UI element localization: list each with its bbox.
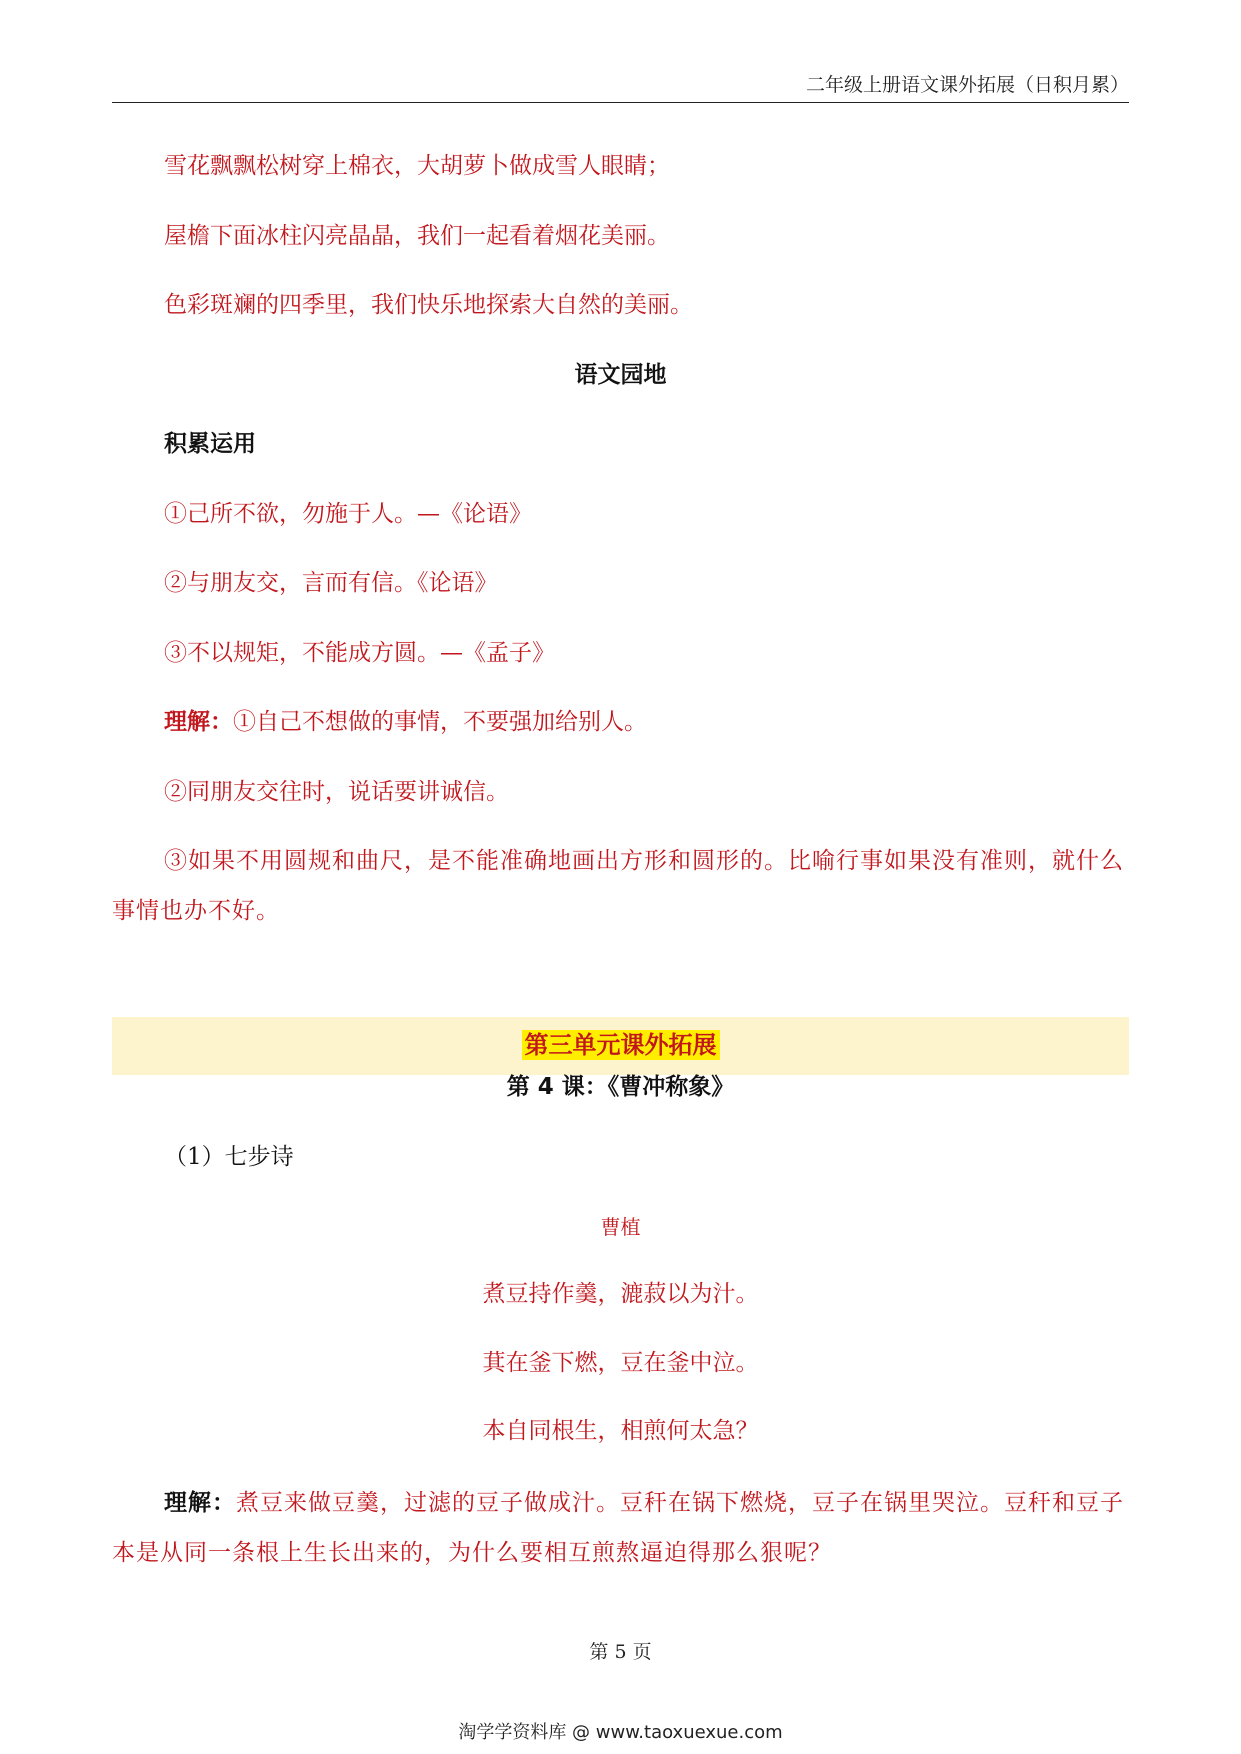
poem-author: 曹植	[600, 1215, 641, 1239]
unit-banner-title: 第三单元课外拓展	[522, 1030, 720, 1060]
header-title: 二年级上册语文课外拓展（日积月累）	[805, 74, 1129, 96]
poem-understanding-text: 煮豆来做豆羹，过滤的豆子做成汁。豆秆在锅下燃烧，豆子在锅里哭泣。豆秆和豆子本是从同一条根上生长出来的，为什么要相互煎熬逼迫得那么狠呢？	[112, 1490, 1124, 1566]
quote-1: ①己所不欲，勿施于人。—《论语》	[164, 501, 532, 527]
poem-understanding	[112, 1478, 1129, 1578]
unit-banner	[112, 1017, 1129, 1075]
poem-item-title: （1）七步诗	[164, 1144, 294, 1170]
understanding-text-2: ②同朋友交往时，说话要讲诚信。	[164, 779, 509, 805]
intro-line-1: 雪花飘飘松树穿上棉衣，大胡萝卜做成雪人眼睛；	[164, 153, 670, 179]
understanding-label: 理解：	[164, 709, 233, 735]
poem-line-1: 煮豆持作羹，漉菽以为汁。	[482, 1281, 759, 1307]
site-watermark: 淘学学资料库 @ www.taoxuexue.com	[458, 1722, 783, 1743]
understanding-row-1	[164, 706, 647, 738]
intro-line-3: 色彩斑斓的四季里，我们快乐地探索大自然的美丽。	[164, 292, 693, 318]
quote-3: ③不以规矩，不能成方圆。—《孟子》	[164, 640, 555, 666]
poem-line-3: 本自同根生，相煎何太急？	[482, 1418, 759, 1444]
poem-line-2: 萁在釜下燃，豆在釜中泣。	[482, 1350, 759, 1376]
section-subtitle: 积累运用	[164, 431, 256, 457]
poem-understanding-label: 理解：	[164, 1490, 236, 1516]
quote-2: ②与朋友交，言而有信。《论语》	[164, 570, 498, 596]
intro-line-2: 屋檐下面冰柱闪亮晶晶，我们一起看着烟花美丽。	[164, 223, 670, 249]
page-number: 第 5 页	[589, 1641, 652, 1663]
page-header	[112, 72, 1129, 103]
understanding-text-3: ③如果不用圆规和曲尺，是不能准确地画出方形和圆形的。比喻行事如果没有准则，就什么事情也办不好。	[112, 848, 1124, 924]
lesson-title: 第 4 课：《曹冲称象》	[506, 1074, 735, 1100]
section-title: 语文园地	[574, 362, 667, 388]
understanding-text-1: ①自己不想做的事情，不要强加给别人。	[233, 709, 647, 735]
